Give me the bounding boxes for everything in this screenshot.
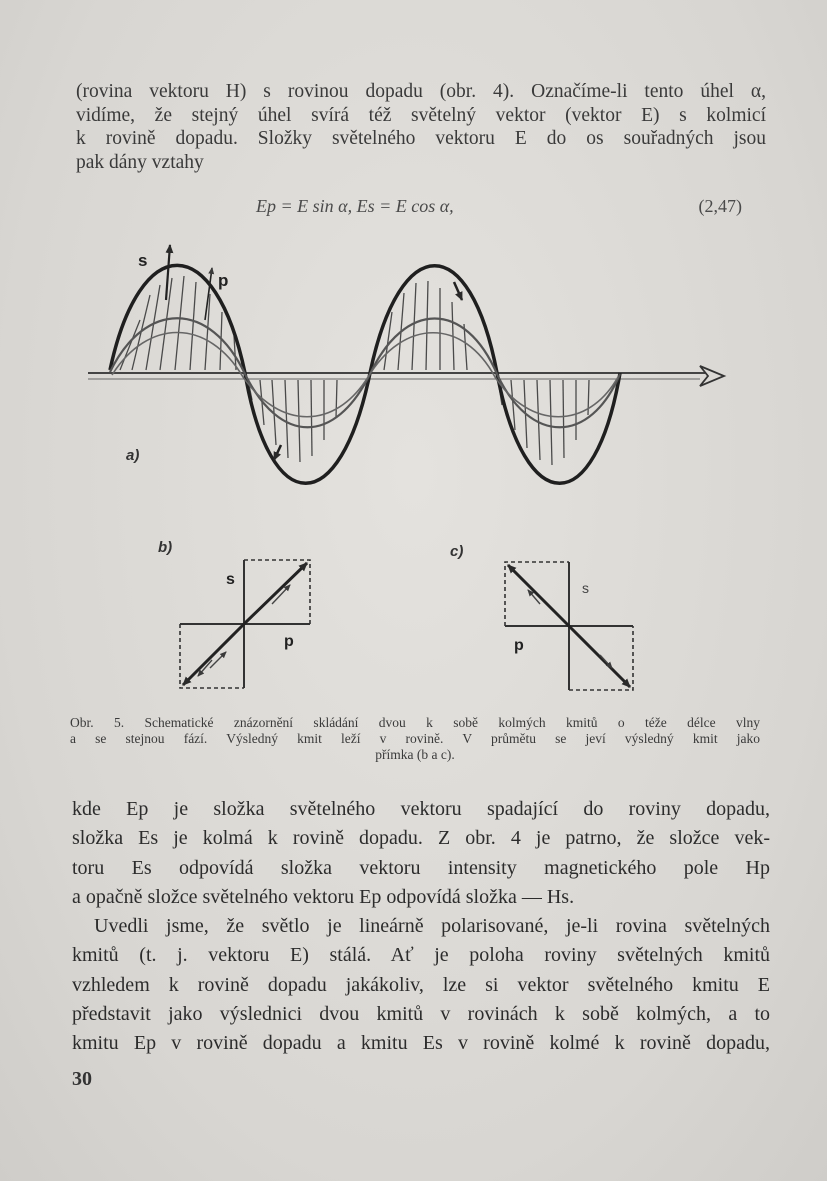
text-line: pak dány vztahy	[76, 151, 204, 173]
text-line: představit jako výslednici dvou kmitů v rovinách k sobě kolmých, a to	[72, 1003, 770, 1026]
text-line: Uvedli jsme, že světlo je lineárně polarisované, je-li rovina světelných	[94, 915, 770, 938]
axis-arrowhead	[700, 366, 724, 386]
text-line: kmitu Ep v rovině dopadu a kmitu Es v rovině kolmé k rovině dopadu,	[72, 1032, 770, 1055]
resultant-arrow	[183, 624, 244, 685]
equation-number: (2,47)	[698, 196, 742, 216]
diagram-b	[158, 539, 310, 688]
text-line: kmitů (t. j. vektoru E) stálá. Ať je poloha roviny světelných kmitů	[72, 944, 770, 967]
body-paragraph	[72, 795, 770, 1059]
caption-line: Obr. 5. Schematické znázornění skládání dvou k sobě kolmých kmitů o téže délce vlny	[70, 715, 760, 730]
equation: Ep = E sin α, Es = E cos α,	[256, 196, 454, 216]
label-s: s	[138, 251, 148, 270]
resultant-arrow	[244, 563, 307, 624]
label-a: a)	[126, 447, 140, 464]
figure-caption	[70, 715, 760, 763]
text-line: vzhledem k rovině dopadu jakákoliv, lze si vektor světelného kmitu E	[72, 973, 770, 996]
p-component-wave	[112, 332, 618, 416]
diagram-c	[450, 543, 633, 690]
caption-line: a se stejnou fází. Výsledný kmit leží v rovině. V průmětu se jeví výsledný kmit jako	[70, 731, 760, 746]
text-line: (rovina vektoru H) s rovinou dopadu (obr. 4). Označíme-li tento úhel α,	[76, 81, 766, 102]
label-b: b)	[158, 539, 173, 556]
text-line: vidíme, že stejný úhel svírá též světelný vektor (vektor E) s kolmicí	[76, 104, 766, 126]
text-line: složka Es je kolmá k rovině dopadu. Z obr. 4 je patrno, že složce vek-	[72, 827, 770, 850]
text-line: k rovině dopadu. Složky světelného vektoru E do os souřadných jsou	[76, 128, 766, 149]
page-number: 30	[72, 1068, 92, 1090]
text-line: toru Es odpovídá složka vektoru intensity magnetického pole Hp	[72, 856, 770, 879]
wave-diagram	[88, 245, 724, 483]
caption-line: přímka (b a c).	[375, 747, 455, 762]
label-p: p	[284, 633, 294, 650]
wave-direction-arrow	[454, 282, 462, 300]
s-vector-arrow	[166, 245, 170, 300]
resultant-arrow	[569, 626, 630, 687]
text-line: kde Ep je složka světelného vektoru spadající do roviny dopadu,	[72, 798, 770, 820]
text-line: a opačně složce světelného vektoru Ep odpovídá složka — Hs.	[72, 885, 575, 908]
resultant-wave	[110, 265, 620, 483]
resultant-arrow	[508, 565, 569, 626]
label-c: c)	[450, 543, 464, 560]
label-p: p	[514, 637, 524, 654]
label-p: p	[218, 271, 229, 290]
wave-hatching	[120, 276, 589, 465]
small-arrow	[600, 655, 612, 668]
label-s: s	[582, 580, 589, 596]
label-s: s	[226, 571, 235, 588]
wave-direction-arrow	[274, 445, 281, 460]
